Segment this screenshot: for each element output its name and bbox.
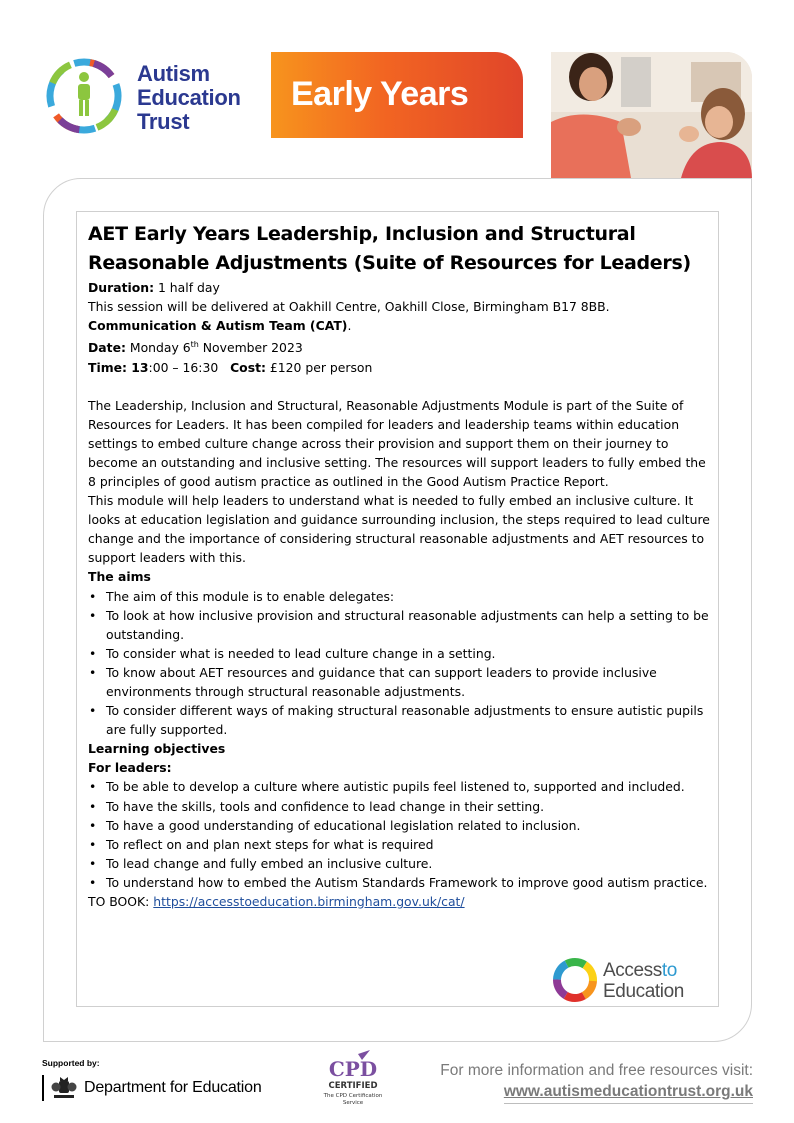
list-item: • To know about AET resources and guidance that can support leaders to provide inclusive environments through structural reasonable adjustments. xyxy=(88,663,713,701)
aet-logo-text xyxy=(137,62,241,134)
royal-crest-icon xyxy=(50,1075,78,1101)
list-item: • To understand how to embed the Autism Standards Framework to improve good autism practice. xyxy=(88,873,713,892)
footer-website-link[interactable]: www.autismeducationtrust.org.uk xyxy=(504,1081,753,1104)
course-details xyxy=(88,220,713,911)
aims-list xyxy=(88,587,713,740)
logo-line-2: Education xyxy=(137,85,241,110)
footer-info-text: For more information and free resources visit: xyxy=(440,1062,753,1079)
list-item: • To reflect on and plan next steps for what is required xyxy=(88,835,713,854)
aet-people-ring-icon xyxy=(40,52,128,140)
cpd-certified: CERTIFIED xyxy=(328,1081,378,1091)
education-word: Education xyxy=(603,981,684,1002)
time-label: Time: 13 xyxy=(88,359,149,375)
cost-label: Cost: xyxy=(230,359,266,375)
booking-label: TO BOOK: xyxy=(88,894,154,910)
teacher-child-photo-icon xyxy=(551,52,752,178)
access-to-education-logo xyxy=(551,956,701,1008)
time-value: :00 – 16:30 xyxy=(148,359,219,375)
for-leaders-heading: For leaders: xyxy=(88,760,172,776)
access-word: Access xyxy=(603,960,662,981)
duration-line xyxy=(88,278,713,297)
page-title: AET Early Years Leadership, Inclusion and Structural Reasonable Adjustments (Suite of Resources for Leaders) xyxy=(88,223,691,274)
team-name: Communication & Autism Team (CAT) xyxy=(88,318,348,334)
list-item: • To consider different ways of making structural reasonable adjustments to ensure autistic pupils are fully supported. xyxy=(88,701,713,739)
date-value: Monday 6 xyxy=(125,340,191,356)
dfe-divider xyxy=(42,1075,44,1101)
logo-line-1: Autism xyxy=(137,61,210,86)
date-line xyxy=(88,335,713,357)
dfe-logo xyxy=(42,1073,262,1103)
header-photo xyxy=(551,52,752,178)
date-label: Date: xyxy=(88,340,126,356)
list-item: • To be able to develop a culture where autistic pupils feel listened to, supported and included. xyxy=(88,777,713,796)
list-item: • To have a good understanding of educational legislation related to inclusion. xyxy=(88,816,713,835)
list-item: • To consider what is needed to lead culture change in a setting. xyxy=(88,644,713,663)
cpd-badge-icon xyxy=(318,1050,388,1108)
cost-value: £120 per person xyxy=(265,359,373,375)
list-item: • To look at how inclusive provision and structural reasonable adjustments can help a setting to be outstanding. xyxy=(88,606,713,644)
cpd-certified-logo xyxy=(318,1050,388,1108)
duration-label: Duration: xyxy=(88,280,155,295)
team-suffix: . xyxy=(347,318,352,334)
module-paragraph: This module will help leaders to understand what is needed to fully embed an inclusive culture. It looks at education legislation and guidance surrounding inclusion, the steps required to lead culture change and the importance of considering structural reasonable adjustments and AET resources to support leaders with this. xyxy=(88,493,710,566)
aims-heading: The aims xyxy=(88,569,151,585)
cpd-letters: CPD xyxy=(328,1057,378,1081)
list-item: • To lead change and fully embed an inclusive culture. xyxy=(88,854,713,873)
date-month-year: November 2023 xyxy=(198,340,303,356)
duration-value: 1 half day xyxy=(154,280,220,295)
cpd-service-line1: The CPD Certification xyxy=(323,1093,383,1099)
banner-title: Early Years xyxy=(291,75,469,113)
team-line xyxy=(88,316,713,335)
date-ordinal: th xyxy=(190,340,199,350)
time-cost-line xyxy=(88,358,713,377)
to-word: to xyxy=(661,960,677,981)
footer-info xyxy=(425,1060,753,1104)
supported-by-label: Supported by: xyxy=(42,1058,100,1068)
logo-line-3: Trust xyxy=(137,109,190,134)
dfe-text: Department for Education xyxy=(84,1079,262,1096)
list-item: • To have the skills, tools and confidence to lead change in their setting. xyxy=(88,797,713,816)
objectives-list xyxy=(88,777,713,892)
list-item: • The aim of this module is to enable delegates: xyxy=(88,587,713,606)
access-hexagon-icon xyxy=(551,956,599,1004)
booking-line xyxy=(88,892,713,911)
booking-link[interactable]: https://accesstoeducation.birmingham.gov.uk/cat/ xyxy=(153,894,465,910)
intro-paragraph: The Leadership, Inclusion and Structural, Reasonable Adjustments Module is part of the Suite of Resources for Leaders. It has been compiled for leaders and leadership teams within education settings to embed culture change across their provision and support them on their journey to become an outstanding and inclusive setting. The resources will support leaders to fully embed the 8 principles of good autism practice as outlined in the Good Autism Practice Report. xyxy=(88,397,706,489)
objectives-heading: Learning objectives xyxy=(88,741,226,757)
aet-logo xyxy=(40,52,265,140)
access-logo-text xyxy=(603,960,684,1002)
early-years-banner xyxy=(271,52,523,138)
venue-line: This session will be delivered at Oakhill Centre, Oakhill Close, Birmingham B17 8BB. xyxy=(88,299,610,315)
cpd-service-line2: Service xyxy=(342,1100,364,1106)
